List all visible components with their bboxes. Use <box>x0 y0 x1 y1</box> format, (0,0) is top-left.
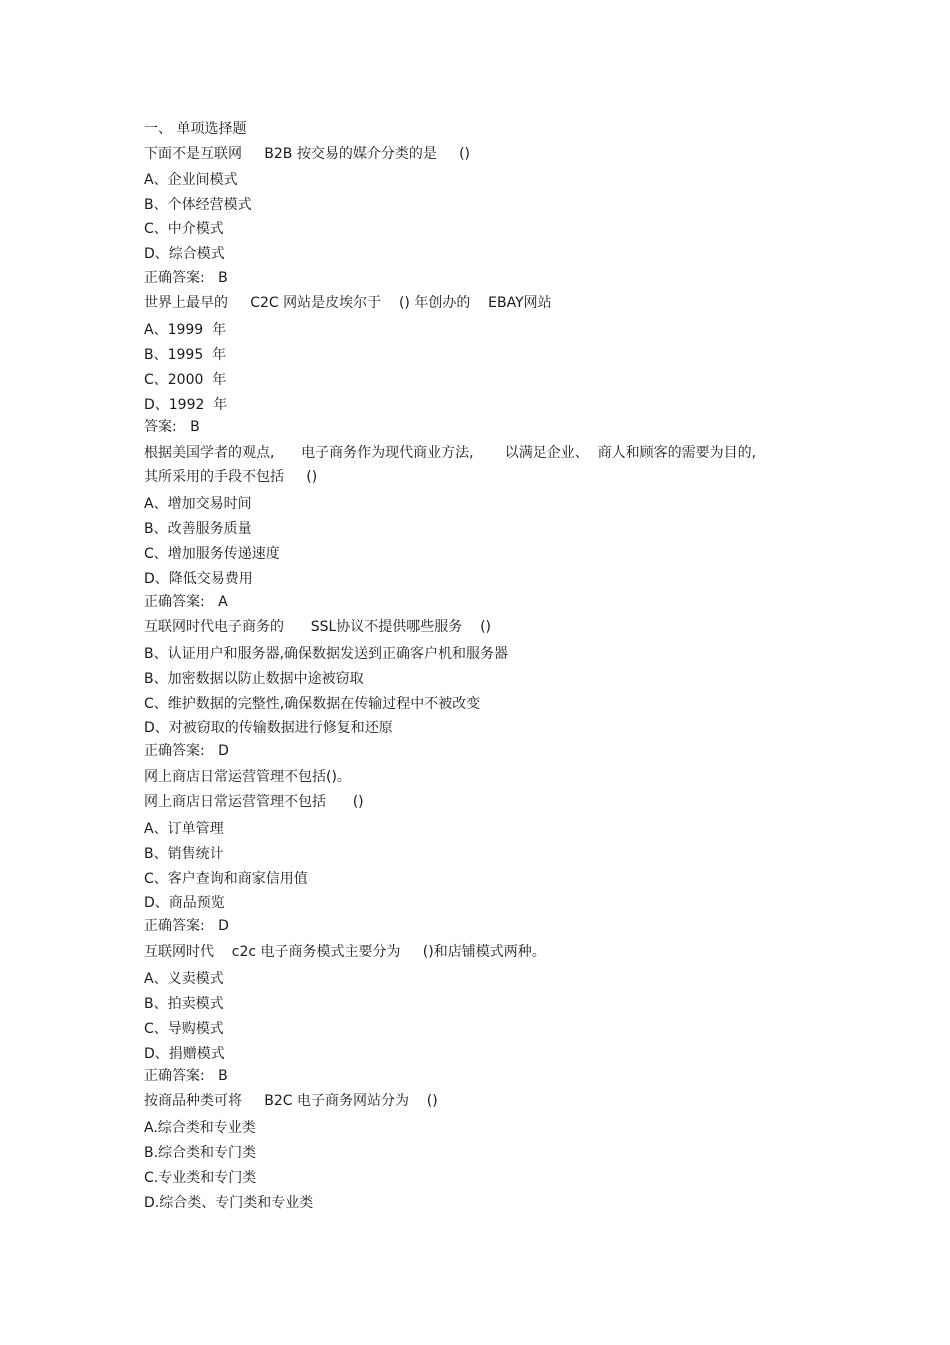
question-1: 下面不是互联网 B2B 按交易的媒介分类的是 () <box>144 146 470 162</box>
option-line: C.专业类和专门类 <box>144 1170 257 1186</box>
option-line: D.综合类、专门类和专业类 <box>144 1195 314 1211</box>
option-line: B、销售统计 <box>144 846 224 862</box>
option-line: B、加密数据以防止数据中途被窃取 <box>144 671 364 687</box>
section-heading: 一、 单项选择题 <box>144 121 247 137</box>
option-line: A、增加交易时间 <box>144 496 252 512</box>
question-3: 根据美国学者的观点, 电子商务作为现代商业方法, 以满足企业、 商人和顾客的需要为目的, <box>144 445 757 461</box>
option-line: B、1995 年 <box>144 347 227 363</box>
answer-line: 正确答案: D <box>144 743 229 759</box>
option-line: C、中介模式 <box>144 221 224 237</box>
question-5: 网上商店日常运营管理不包括 () <box>144 794 364 810</box>
answer-line: 正确答案: A <box>144 594 228 610</box>
option-line: C、增加服务传递速度 <box>144 546 280 562</box>
answer-line: 答案: B <box>144 419 200 435</box>
option-line: C、2000 年 <box>144 372 227 388</box>
option-line: D、捐赠模式 <box>144 1046 225 1062</box>
question-3-continued: 其所采用的手段不包括 () <box>144 469 318 485</box>
option-line: D、对被窃取的传输数据进行修复和还原 <box>144 720 393 736</box>
option-line: A、1999 年 <box>144 322 227 338</box>
option-line: A、义卖模式 <box>144 971 224 987</box>
option-line: C、客户查询和商家信用值 <box>144 871 308 887</box>
option-line: D、降低交易费用 <box>144 571 253 587</box>
option-line: B、个体经营模式 <box>144 197 252 213</box>
option-line: D、商品预览 <box>144 895 225 911</box>
option-line: B、认证用户和服务器,确保数据发送到正确客户机和服务器 <box>144 646 509 662</box>
question-6: 互联网时代 c2c 电子商务模式主要分为 ()和店铺模式两种。 <box>144 944 546 960</box>
question-2: 世界上最早的 C2C 网站是皮埃尔于 () 年创办的 EBAY网站 <box>144 295 552 311</box>
question-4: 互联网时代电子商务的 SSL协议不提供哪些服务 () <box>144 619 491 635</box>
option-line: B、拍卖模式 <box>144 996 224 1012</box>
option-line: B、改善服务质量 <box>144 521 252 537</box>
option-line: A、企业间模式 <box>144 172 238 188</box>
question-7: 按商品种类可将 B2C 电子商务网站分为 () <box>144 1093 438 1109</box>
option-line: D、1992 年 <box>144 397 228 413</box>
question-5-heading: 网上商店日常运营管理不包括()。 <box>144 769 351 785</box>
answer-line: 正确答案: D <box>144 918 229 934</box>
option-line: B.综合类和专门类 <box>144 1145 257 1161</box>
option-line: A.综合类和专业类 <box>144 1120 256 1136</box>
option-line: C、导购模式 <box>144 1021 224 1037</box>
option-line: A、订单管理 <box>144 821 224 837</box>
answer-line: 正确答案: B <box>144 1068 228 1084</box>
option-line: C、维护数据的完整性,确保数据在传输过程中不被改变 <box>144 696 481 712</box>
answer-line: 正确答案: B <box>144 270 228 286</box>
option-line: D、综合模式 <box>144 246 225 262</box>
